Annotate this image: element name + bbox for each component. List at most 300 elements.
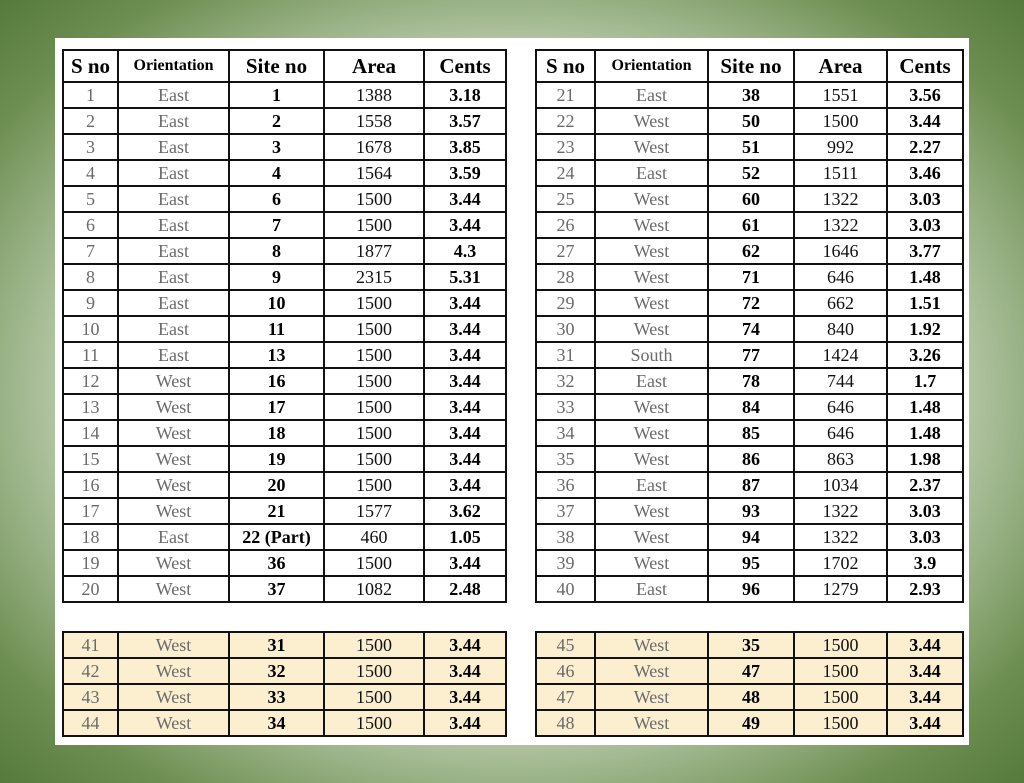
cell-sno: 39 bbox=[536, 550, 595, 576]
cell-sno: 38 bbox=[536, 524, 595, 550]
cell-area: 1500 bbox=[324, 446, 424, 472]
cell-site-no: 37 bbox=[229, 576, 324, 602]
table-row bbox=[63, 524, 506, 550]
cell-sno: 20 bbox=[63, 576, 118, 602]
cell-area: 1500 bbox=[324, 632, 424, 658]
table-row bbox=[63, 290, 506, 316]
cell-area: 1500 bbox=[324, 290, 424, 316]
cell-site-no: 48 bbox=[708, 684, 794, 710]
cell-cents: 3.03 bbox=[887, 524, 963, 550]
cell-cents: 3.44 bbox=[424, 446, 506, 472]
cell-site-no: 3 bbox=[229, 134, 324, 160]
cell-area: 1500 bbox=[324, 420, 424, 446]
cell-area: 1322 bbox=[794, 212, 887, 238]
table-row bbox=[63, 420, 506, 446]
cell-site-no: 6 bbox=[229, 186, 324, 212]
cell-cents: 1.48 bbox=[887, 394, 963, 420]
cell-orientation: West bbox=[595, 524, 708, 550]
cell-area: 1500 bbox=[324, 550, 424, 576]
cell-sno: 5 bbox=[63, 186, 118, 212]
cell-cents: 2.93 bbox=[887, 576, 963, 602]
cell-cents: 1.05 bbox=[424, 524, 506, 550]
cell-orientation: West bbox=[118, 632, 229, 658]
cell-cents: 3.44 bbox=[424, 420, 506, 446]
cell-area: 1558 bbox=[324, 108, 424, 134]
cell-sno: 47 bbox=[536, 684, 595, 710]
cell-area: 646 bbox=[794, 420, 887, 446]
cell-site-no: 34 bbox=[229, 710, 324, 736]
cell-sno: 11 bbox=[63, 342, 118, 368]
cell-area: 1424 bbox=[794, 342, 887, 368]
cell-sno: 2 bbox=[63, 108, 118, 134]
cell-orientation: East bbox=[118, 160, 229, 186]
cell-site-no: 60 bbox=[708, 186, 794, 212]
cell-sno: 46 bbox=[536, 658, 595, 684]
table-row bbox=[536, 160, 963, 186]
cell-orientation: East bbox=[595, 472, 708, 498]
cell-area: 646 bbox=[794, 394, 887, 420]
table-row bbox=[536, 550, 963, 576]
cell-site-no: 71 bbox=[708, 264, 794, 290]
table-row bbox=[63, 264, 506, 290]
cell-sno: 44 bbox=[63, 710, 118, 736]
table-row bbox=[63, 498, 506, 524]
cell-orientation: West bbox=[595, 134, 708, 160]
cell-cents: 2.37 bbox=[887, 472, 963, 498]
col-header-area: Area bbox=[794, 50, 887, 82]
table-row bbox=[63, 710, 506, 736]
site-table-right bbox=[535, 49, 964, 603]
cell-sno: 37 bbox=[536, 498, 595, 524]
cell-orientation: West bbox=[595, 684, 708, 710]
header-row bbox=[63, 50, 506, 82]
cell-cents: 3.44 bbox=[887, 684, 963, 710]
cell-area: 646 bbox=[794, 264, 887, 290]
cell-cents: 3.26 bbox=[887, 342, 963, 368]
cell-site-no: 94 bbox=[708, 524, 794, 550]
site-table-left bbox=[62, 49, 507, 603]
cell-sno: 15 bbox=[63, 446, 118, 472]
cell-area: 1500 bbox=[324, 368, 424, 394]
cell-cents: 3.18 bbox=[424, 82, 506, 108]
cell-orientation: East bbox=[595, 368, 708, 394]
cell-site-no: 96 bbox=[708, 576, 794, 602]
table-row bbox=[63, 550, 506, 576]
cell-area: 1500 bbox=[324, 710, 424, 736]
table-row bbox=[536, 710, 963, 736]
cell-site-no: 87 bbox=[708, 472, 794, 498]
cell-site-no: 72 bbox=[708, 290, 794, 316]
cell-site-no: 17 bbox=[229, 394, 324, 420]
cell-sno: 27 bbox=[536, 238, 595, 264]
cell-orientation: West bbox=[118, 684, 229, 710]
cell-sno: 14 bbox=[63, 420, 118, 446]
cell-site-no: 18 bbox=[229, 420, 324, 446]
col-header-site-no: Site no bbox=[708, 50, 794, 82]
cell-orientation: East bbox=[118, 316, 229, 342]
cell-cents: 3.44 bbox=[424, 342, 506, 368]
cell-orientation: East bbox=[118, 238, 229, 264]
cell-sno: 22 bbox=[536, 108, 595, 134]
cell-orientation: East bbox=[118, 108, 229, 134]
cell-orientation: South bbox=[595, 342, 708, 368]
cell-area: 1500 bbox=[324, 684, 424, 710]
cell-area: 840 bbox=[794, 316, 887, 342]
table-row bbox=[536, 524, 963, 550]
cell-area: 1511 bbox=[794, 160, 887, 186]
cell-sno: 7 bbox=[63, 238, 118, 264]
cell-cents: 3.44 bbox=[424, 710, 506, 736]
cell-orientation: East bbox=[595, 82, 708, 108]
cell-site-no: 78 bbox=[708, 368, 794, 394]
cell-cents: 3.44 bbox=[424, 394, 506, 420]
cell-orientation: West bbox=[595, 290, 708, 316]
cell-site-no: 9 bbox=[229, 264, 324, 290]
cell-site-no: 33 bbox=[229, 684, 324, 710]
table-row bbox=[63, 212, 506, 238]
cell-site-no: 74 bbox=[708, 316, 794, 342]
cell-cents: 3.56 bbox=[887, 82, 963, 108]
cell-cents: 3.44 bbox=[424, 684, 506, 710]
cell-site-no: 62 bbox=[708, 238, 794, 264]
cell-sno: 25 bbox=[536, 186, 595, 212]
cell-sno: 10 bbox=[63, 316, 118, 342]
cell-area: 1082 bbox=[324, 576, 424, 602]
cell-site-no: 47 bbox=[708, 658, 794, 684]
cell-orientation: East bbox=[118, 290, 229, 316]
cell-cents: 3.59 bbox=[424, 160, 506, 186]
cell-sno: 26 bbox=[536, 212, 595, 238]
cell-sno: 33 bbox=[536, 394, 595, 420]
cell-area: 1500 bbox=[794, 658, 887, 684]
table-row bbox=[536, 82, 963, 108]
cell-site-no: 85 bbox=[708, 420, 794, 446]
table-row bbox=[536, 134, 963, 160]
cell-sno: 23 bbox=[536, 134, 595, 160]
cell-orientation: West bbox=[595, 658, 708, 684]
cell-site-no: 86 bbox=[708, 446, 794, 472]
cell-cents: 5.31 bbox=[424, 264, 506, 290]
table-row bbox=[63, 472, 506, 498]
cell-orientation: West bbox=[595, 420, 708, 446]
cell-sno: 9 bbox=[63, 290, 118, 316]
cell-site-no: 13 bbox=[229, 342, 324, 368]
cell-site-no: 4 bbox=[229, 160, 324, 186]
cell-orientation: East bbox=[118, 212, 229, 238]
cell-orientation: West bbox=[118, 550, 229, 576]
cell-orientation: West bbox=[595, 316, 708, 342]
cell-site-no: 1 bbox=[229, 82, 324, 108]
cell-area: 863 bbox=[794, 446, 887, 472]
table-row bbox=[63, 108, 506, 134]
col-header-orientation: Orientation bbox=[118, 50, 229, 82]
cell-sno: 43 bbox=[63, 684, 118, 710]
cell-orientation: East bbox=[118, 524, 229, 550]
header-row bbox=[536, 50, 963, 82]
cell-area: 1564 bbox=[324, 160, 424, 186]
cell-orientation: West bbox=[118, 446, 229, 472]
cell-area: 1500 bbox=[794, 710, 887, 736]
cell-cents: 3.03 bbox=[887, 498, 963, 524]
cell-site-no: 93 bbox=[708, 498, 794, 524]
cell-orientation: East bbox=[595, 576, 708, 602]
table-row bbox=[536, 446, 963, 472]
cell-area: 1034 bbox=[794, 472, 887, 498]
cell-cents: 2.27 bbox=[887, 134, 963, 160]
col-header-site-no: Site no bbox=[229, 50, 324, 82]
cell-sno: 16 bbox=[63, 472, 118, 498]
cell-cents: 3.44 bbox=[424, 550, 506, 576]
table-row bbox=[536, 108, 963, 134]
cell-area: 1678 bbox=[324, 134, 424, 160]
cell-area: 2315 bbox=[324, 264, 424, 290]
table-row bbox=[536, 658, 963, 684]
col-header-cents: Cents bbox=[424, 50, 506, 82]
cell-area: 1500 bbox=[324, 212, 424, 238]
cell-area: 1500 bbox=[324, 342, 424, 368]
cell-cents: 3.44 bbox=[424, 472, 506, 498]
cell-sno: 48 bbox=[536, 710, 595, 736]
cell-area: 662 bbox=[794, 290, 887, 316]
cell-cents: 3.77 bbox=[887, 238, 963, 264]
table-row bbox=[536, 316, 963, 342]
cell-area: 1322 bbox=[794, 186, 887, 212]
table-row bbox=[536, 264, 963, 290]
cell-sno: 13 bbox=[63, 394, 118, 420]
cell-sno: 12 bbox=[63, 368, 118, 394]
table-row bbox=[63, 658, 506, 684]
cell-sno: 45 bbox=[536, 632, 595, 658]
table-row bbox=[63, 160, 506, 186]
cell-sno: 19 bbox=[63, 550, 118, 576]
cell-cents: 3.44 bbox=[424, 658, 506, 684]
cell-cents: 3.44 bbox=[887, 710, 963, 736]
cell-orientation: West bbox=[118, 368, 229, 394]
cell-site-no: 22 (Part) bbox=[229, 524, 324, 550]
cell-orientation: West bbox=[595, 238, 708, 264]
cell-orientation: East bbox=[118, 134, 229, 160]
cell-area: 460 bbox=[324, 524, 424, 550]
cell-area: 1500 bbox=[324, 658, 424, 684]
table-row bbox=[536, 576, 963, 602]
cell-orientation: West bbox=[118, 498, 229, 524]
cell-cents: 1.51 bbox=[887, 290, 963, 316]
table-row bbox=[536, 342, 963, 368]
cell-cents: 3.44 bbox=[887, 658, 963, 684]
table-row bbox=[536, 684, 963, 710]
table-row bbox=[536, 186, 963, 212]
cell-orientation: West bbox=[595, 108, 708, 134]
cell-orientation: West bbox=[595, 264, 708, 290]
table-row bbox=[63, 342, 506, 368]
col-header-sno: S no bbox=[63, 50, 118, 82]
cell-cents: 1.92 bbox=[887, 316, 963, 342]
cell-sno: 18 bbox=[63, 524, 118, 550]
cell-site-no: 7 bbox=[229, 212, 324, 238]
cell-site-no: 51 bbox=[708, 134, 794, 160]
cell-cents: 3.44 bbox=[424, 368, 506, 394]
cell-site-no: 50 bbox=[708, 108, 794, 134]
cell-orientation: West bbox=[595, 632, 708, 658]
cell-cents: 3.44 bbox=[424, 186, 506, 212]
cell-orientation: East bbox=[118, 186, 229, 212]
cell-orientation: West bbox=[118, 420, 229, 446]
cell-cents: 3.44 bbox=[424, 290, 506, 316]
cell-cents: 3.46 bbox=[887, 160, 963, 186]
cell-site-no: 20 bbox=[229, 472, 324, 498]
cell-site-no: 84 bbox=[708, 394, 794, 420]
cell-area: 1388 bbox=[324, 82, 424, 108]
cell-area: 1322 bbox=[794, 524, 887, 550]
cell-sno: 29 bbox=[536, 290, 595, 316]
cell-site-no: 10 bbox=[229, 290, 324, 316]
table-row bbox=[536, 472, 963, 498]
cell-cents: 3.03 bbox=[887, 212, 963, 238]
cell-area: 1500 bbox=[324, 394, 424, 420]
table-row bbox=[63, 576, 506, 602]
cell-cents: 2.48 bbox=[424, 576, 506, 602]
cell-area: 1500 bbox=[324, 186, 424, 212]
cell-orientation: East bbox=[118, 82, 229, 108]
table-row bbox=[536, 420, 963, 446]
cell-cents: 1.48 bbox=[887, 264, 963, 290]
cell-orientation: West bbox=[118, 394, 229, 420]
cell-cents: 1.48 bbox=[887, 420, 963, 446]
cell-sno: 28 bbox=[536, 264, 595, 290]
cell-sno: 34 bbox=[536, 420, 595, 446]
cell-area: 1322 bbox=[794, 498, 887, 524]
cell-site-no: 36 bbox=[229, 550, 324, 576]
cell-sno: 17 bbox=[63, 498, 118, 524]
cell-orientation: West bbox=[118, 658, 229, 684]
cell-orientation: West bbox=[595, 498, 708, 524]
cell-area: 744 bbox=[794, 368, 887, 394]
table-row bbox=[536, 632, 963, 658]
cell-cents: 3.44 bbox=[424, 316, 506, 342]
table-row bbox=[63, 446, 506, 472]
cell-area: 1877 bbox=[324, 238, 424, 264]
cell-orientation: West bbox=[118, 576, 229, 602]
table-row bbox=[63, 632, 506, 658]
cell-orientation: West bbox=[118, 710, 229, 736]
cell-site-no: 32 bbox=[229, 658, 324, 684]
cell-site-no: 16 bbox=[229, 368, 324, 394]
cell-orientation: West bbox=[595, 394, 708, 420]
cell-sno: 40 bbox=[536, 576, 595, 602]
cell-cents: 3.44 bbox=[887, 632, 963, 658]
table-row bbox=[63, 186, 506, 212]
cell-cents: 4.3 bbox=[424, 238, 506, 264]
cell-sno: 36 bbox=[536, 472, 595, 498]
site-table-bottom-left bbox=[62, 631, 507, 737]
cell-orientation: West bbox=[595, 446, 708, 472]
cell-orientation: West bbox=[595, 550, 708, 576]
cell-area: 1500 bbox=[324, 472, 424, 498]
cell-sno: 31 bbox=[536, 342, 595, 368]
cell-cents: 1.7 bbox=[887, 368, 963, 394]
cell-cents: 3.62 bbox=[424, 498, 506, 524]
cell-orientation: East bbox=[118, 264, 229, 290]
cell-site-no: 31 bbox=[229, 632, 324, 658]
table-row bbox=[63, 82, 506, 108]
cell-sno: 21 bbox=[536, 82, 595, 108]
cell-orientation: West bbox=[595, 186, 708, 212]
table-row bbox=[63, 394, 506, 420]
cell-sno: 1 bbox=[63, 82, 118, 108]
cell-area: 1500 bbox=[794, 684, 887, 710]
cell-cents: 3.57 bbox=[424, 108, 506, 134]
table-row bbox=[536, 212, 963, 238]
table-row bbox=[63, 316, 506, 342]
cell-sno: 8 bbox=[63, 264, 118, 290]
cell-area: 992 bbox=[794, 134, 887, 160]
cell-orientation: East bbox=[118, 342, 229, 368]
col-header-sno: S no bbox=[536, 50, 595, 82]
cell-area: 1500 bbox=[324, 316, 424, 342]
cell-sno: 6 bbox=[63, 212, 118, 238]
site-table-bottom-right bbox=[535, 631, 964, 737]
cell-sno: 32 bbox=[536, 368, 595, 394]
cell-area: 1702 bbox=[794, 550, 887, 576]
table-row bbox=[63, 238, 506, 264]
cell-site-no: 19 bbox=[229, 446, 324, 472]
cell-cents: 3.85 bbox=[424, 134, 506, 160]
cell-cents: 3.44 bbox=[887, 108, 963, 134]
cell-site-no: 11 bbox=[229, 316, 324, 342]
cell-sno: 41 bbox=[63, 632, 118, 658]
col-header-area: Area bbox=[324, 50, 424, 82]
col-header-orientation: Orientation bbox=[595, 50, 708, 82]
cell-area: 1279 bbox=[794, 576, 887, 602]
cell-sno: 4 bbox=[63, 160, 118, 186]
cell-cents: 3.03 bbox=[887, 186, 963, 212]
cell-area: 1500 bbox=[794, 632, 887, 658]
cell-site-no: 35 bbox=[708, 632, 794, 658]
cell-cents: 1.98 bbox=[887, 446, 963, 472]
cell-orientation: West bbox=[118, 472, 229, 498]
cell-site-no: 38 bbox=[708, 82, 794, 108]
table-row bbox=[63, 368, 506, 394]
cell-area: 1577 bbox=[324, 498, 424, 524]
cell-site-no: 52 bbox=[708, 160, 794, 186]
cell-site-no: 77 bbox=[708, 342, 794, 368]
cell-sno: 24 bbox=[536, 160, 595, 186]
cell-orientation: West bbox=[595, 710, 708, 736]
table-row bbox=[536, 290, 963, 316]
table-row bbox=[536, 498, 963, 524]
cell-site-no: 49 bbox=[708, 710, 794, 736]
cell-site-no: 21 bbox=[229, 498, 324, 524]
table-row bbox=[63, 134, 506, 160]
cell-sno: 42 bbox=[63, 658, 118, 684]
col-header-cents: Cents bbox=[887, 50, 963, 82]
cell-cents: 3.44 bbox=[424, 212, 506, 238]
cell-area: 1646 bbox=[794, 238, 887, 264]
cell-sno: 3 bbox=[63, 134, 118, 160]
table-row bbox=[536, 368, 963, 394]
cell-orientation: West bbox=[595, 212, 708, 238]
table-row bbox=[536, 238, 963, 264]
cell-sno: 30 bbox=[536, 316, 595, 342]
table-row bbox=[63, 684, 506, 710]
cell-site-no: 2 bbox=[229, 108, 324, 134]
cell-site-no: 8 bbox=[229, 238, 324, 264]
cell-area: 1551 bbox=[794, 82, 887, 108]
cell-cents: 3.44 bbox=[424, 632, 506, 658]
cell-orientation: East bbox=[595, 160, 708, 186]
cell-site-no: 95 bbox=[708, 550, 794, 576]
cell-cents: 3.9 bbox=[887, 550, 963, 576]
